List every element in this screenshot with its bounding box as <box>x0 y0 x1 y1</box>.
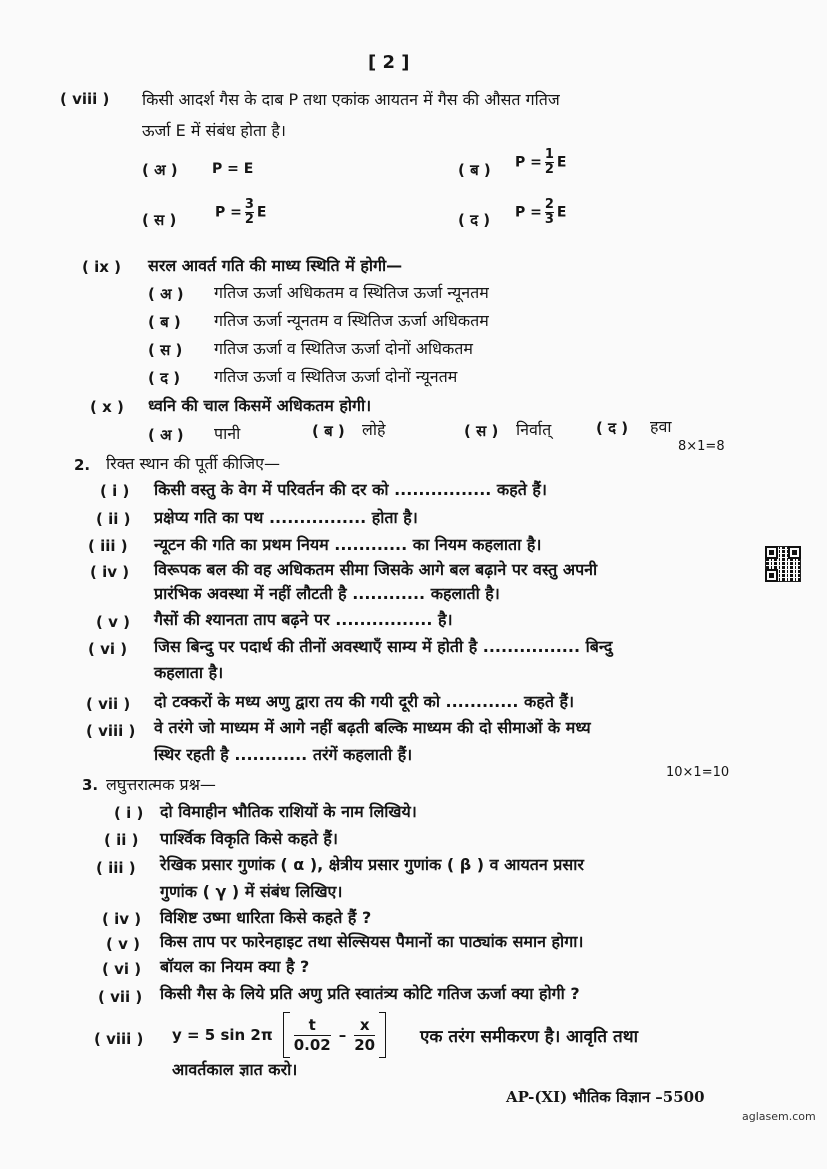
q3-number: 3. <box>82 776 99 794</box>
q2-item-number: ( iii ) <box>88 537 128 555</box>
q1-viii-option-c-label: ( स ) <box>142 211 177 229</box>
q3-item-number: ( i ) <box>114 804 144 822</box>
qr-code <box>766 547 800 581</box>
q1-ix-option-text: गतिज ऊर्जा न्यूनतम व स्थितिज ऊर्जा अधिकतम <box>214 311 489 330</box>
q1-x-option-c: निर्वात् <box>516 420 552 439</box>
q1-viii-text-line2: ऊर्जा E में संबंध होता है। <box>142 121 286 140</box>
q3-item-text: दो विमाहीन भौतिक राशियों के नाम लिखिये। <box>160 802 417 821</box>
q3-item-text-line2: गुणांक ( γ ) में संबंध लिखिए। <box>160 882 343 901</box>
q3-marks: 10×1=10 <box>666 765 730 780</box>
q2-item-text: न्यूटन की गति का प्रथम नियम ............ का नियम कहलाता है। <box>154 535 542 554</box>
q1-viii-text: किसी आदर्श गैस के दाब P तथा एकांक आयतन में गैस की औसत गतिज <box>142 90 560 109</box>
q1-x-option-a: पानी <box>214 424 241 443</box>
q1-x-text: ध्वनि की चाल किसमें अधिकतम होगी। <box>148 396 372 415</box>
q1-ix-option-text: गतिज ऊर्जा व स्थितिज ऊर्जा दोनों अधिकतम <box>214 339 473 358</box>
q1-ix-number: ( ix ) <box>82 258 121 276</box>
q1-ix-option-label: ( अ ) <box>148 285 184 303</box>
q2-item-text-line2: स्थिर रहती है ............ तरंगें कहलाती हैं। <box>154 745 413 764</box>
q2-item-text: वे तरंगे जो माध्यम में आगे नहीं बढ़ती बल्कि माध्यम की दो सीमाओं के मध्य <box>154 718 591 737</box>
q2-item-text: जिस बिन्दु पर पदार्थ की तीनों अवस्थाएँ साम्य में होती है ................ बिन्दु <box>154 637 613 656</box>
q1-ix-option-text: गतिज ऊर्जा अधिकतम व स्थितिज ऊर्जा न्यूनतम <box>214 283 489 302</box>
q2-item-text: विरूपक बल की वह अधिकतम सीमा जिसके आगे बल बढ़ाने पर वस्तु अपनी <box>154 560 598 579</box>
q2-heading: रिक्त स्थान की पूर्ती कीजिए— <box>106 454 280 473</box>
q1-ix-option-label: ( ब ) <box>148 313 181 331</box>
q3-viii-text-line2: आवर्तकाल ज्ञात करो। <box>172 1060 298 1079</box>
q1-ix-option-label: ( द ) <box>148 369 181 387</box>
q2-item-text-line2: कहलाता है। <box>154 663 224 682</box>
paper-code: AP-(XI) भौतिक विज्ञान –5500 <box>506 1088 705 1106</box>
page-number: [ 2 ] <box>368 52 410 73</box>
q1-x-option-d-label: ( द ) <box>596 419 629 437</box>
q2-item-number: ( vi ) <box>88 640 128 658</box>
q1-ix-text: सरल आवर्त गति की माध्य स्थिति में होगी— <box>148 256 403 275</box>
q1-ix-option-text: गतिज ऊर्जा व स्थितिज ऊर्जा दोनों न्यूनतम <box>214 367 458 386</box>
q1-viii-option-d-label: ( द ) <box>458 211 491 229</box>
q2-item-text-line2: प्रारंभिक अवस्था में नहीं लौटती है ............ कहलाती है। <box>154 584 500 603</box>
q3-item-text: विशिष्ट उष्मा धारिता किसे कहते हैं ? <box>160 908 372 927</box>
q2-marks: 8×1=8 <box>678 439 725 454</box>
q3-item-number: ( v ) <box>106 935 140 953</box>
q1-viii-option-b-label: ( ब ) <box>458 161 491 179</box>
q2-item-text: गैसों की श्यानता ताप बढ़ने पर ................ है। <box>154 610 453 629</box>
q1-x-option-d: हवा <box>650 417 672 436</box>
q1-x-option-c-label: ( स ) <box>464 422 499 440</box>
watermark: aglasem.com <box>742 1110 816 1123</box>
q3-item-text: बॉयल का नियम क्या है ? <box>160 957 310 976</box>
q1-viii-option-a: P = E <box>212 161 254 177</box>
wave-equation: y = 5 sin 2π t 0.02 – x 20 <box>172 1010 386 1060</box>
q3-item-text: रेखिक प्रसार गुणांक ( α ), क्षेत्रीय प्रसार गुणांक ( β ) व आयतन प्रसार <box>160 855 584 874</box>
q3-item-number: ( iv ) <box>102 910 142 928</box>
q2-item-number: ( viii ) <box>86 722 136 740</box>
q1-viii-option-d: P = $\frac{2}{3}$ E <box>515 197 567 227</box>
q2-item-number: ( ii ) <box>96 510 131 528</box>
q3-heading: लघुत्तरात्मक प्रश्न— <box>106 775 216 794</box>
q3-item-number: ( vi ) <box>102 960 142 978</box>
q1-x-option-b: लोहे <box>362 420 386 439</box>
q3-viii-text: एक तरंग समीकरण है। आवृति तथा <box>420 1027 638 1047</box>
q1-viii-option-c: P = $\frac{3}{2}$ E <box>215 197 267 227</box>
q3-item-number: ( vii ) <box>98 988 143 1006</box>
q2-item-number: ( i ) <box>100 482 130 500</box>
q1-viii-number: ( viii ) <box>60 90 110 108</box>
q3-viii-number: ( viii ) <box>94 1030 144 1048</box>
q3-item-number: ( ii ) <box>104 831 139 849</box>
q2-number: 2. <box>74 456 91 474</box>
q1-viii-option-a-label: ( अ ) <box>142 161 178 179</box>
q1-x-option-a-label: ( अ ) <box>148 426 184 444</box>
q3-item-text: किस ताप पर फारेनहाइट तथा सेल्सियस पैमानों का पाठ्यांक समान होगा। <box>160 932 584 951</box>
q2-item-text: प्रक्षेप्य गति का पथ ................ होता है। <box>154 508 418 527</box>
q3-item-text: किसी गैस के लिये प्रति अणु प्रति स्वातंत्र्य कोटि गतिज ऊर्जा क्या होगी ? <box>160 984 580 1003</box>
q2-item-number: ( v ) <box>96 613 130 631</box>
q2-item-number: ( iv ) <box>90 563 130 581</box>
q1-ix-option-label: ( स ) <box>148 341 183 359</box>
q2-item-number: ( vii ) <box>86 695 131 713</box>
q3-item-number: ( iii ) <box>96 859 136 877</box>
q1-viii-option-b: P = $\frac{1}{2}$ E <box>515 147 567 177</box>
q1-x-number: ( x ) <box>90 398 124 416</box>
q3-item-text: पार्श्विक विकृति किसे कहते हैं। <box>160 829 338 848</box>
q1-x-option-b-label: ( ब ) <box>312 422 345 440</box>
q2-item-text: दो टक्करों के मध्य अणु द्वारा तय की गयी दूरी को ............ कहते हैं। <box>154 692 575 711</box>
q2-item-text: किसी वस्तु के वेग में परिवर्तन की दर को ................ कहते हैं। <box>154 480 547 499</box>
